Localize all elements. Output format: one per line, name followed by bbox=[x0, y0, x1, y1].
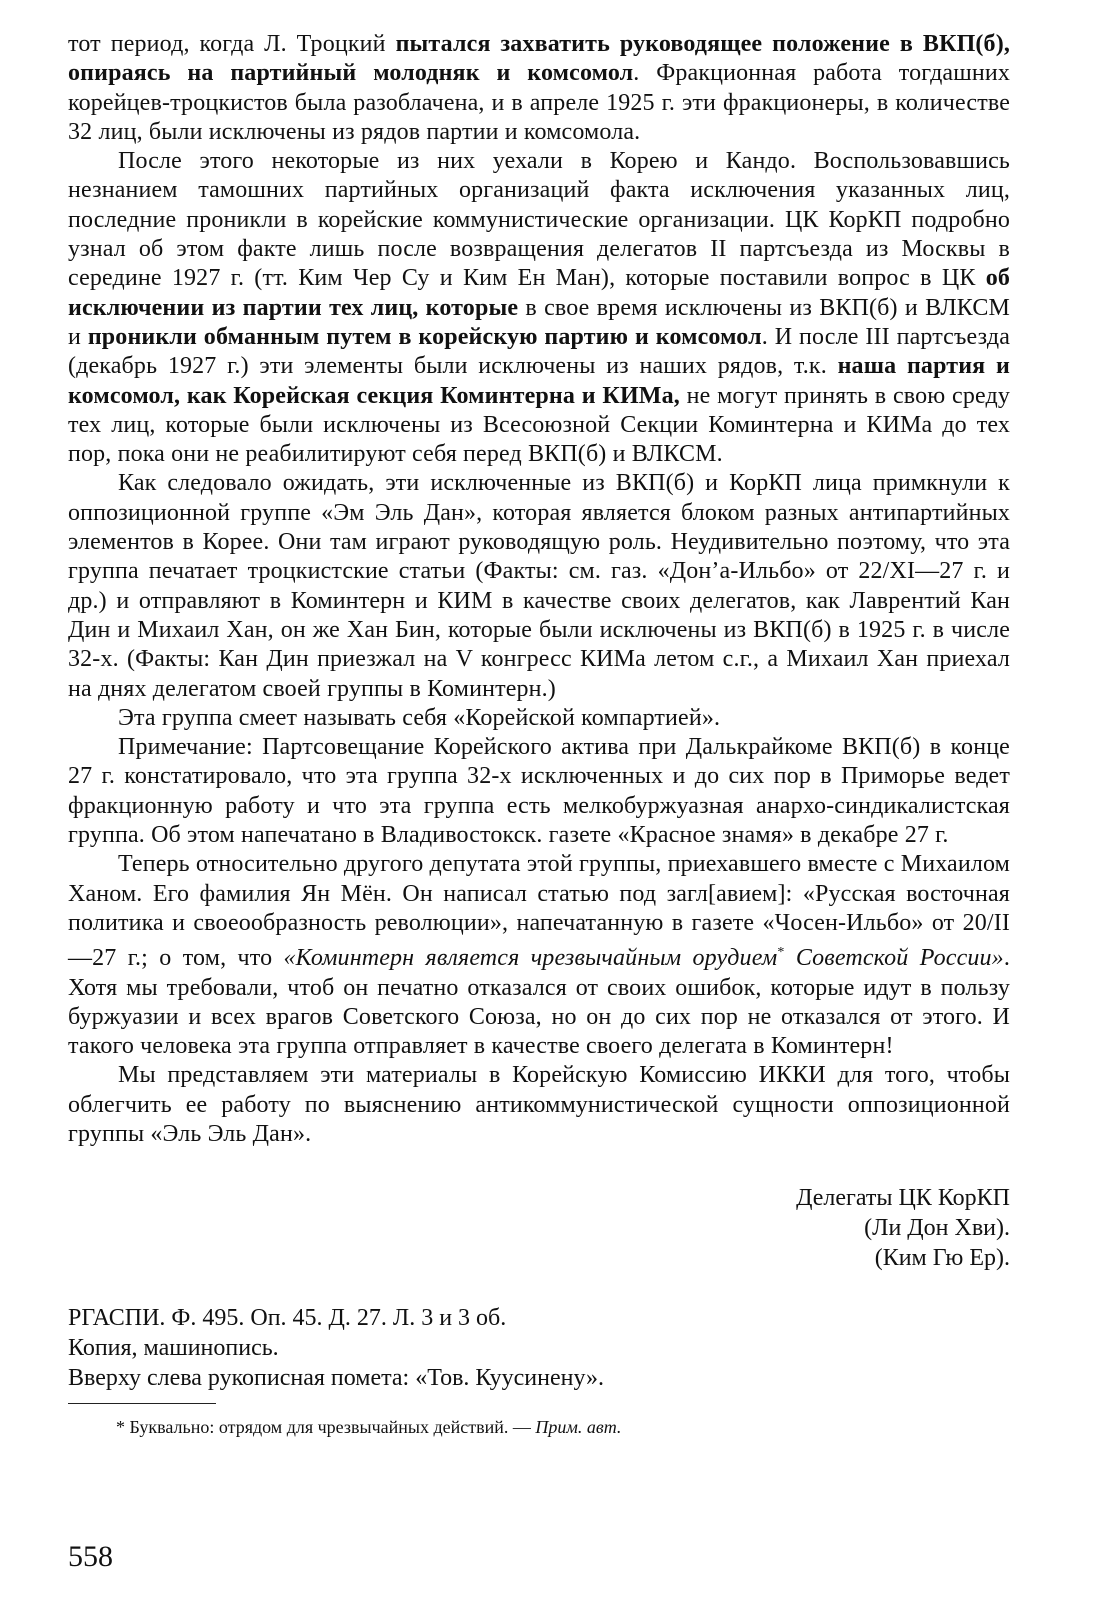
text-run: Мы представляем эти материалы в Корейскую Комиссию ИККИ для того, чтобы облегчить ее работу по выяснению антикоммунистической сущности оппозиционной группы «Эль Эль Дан». bbox=[68, 1062, 1010, 1147]
text-run: тот период, когда Л. Троцкий bbox=[68, 31, 396, 57]
archive-ref: РГАСПИ. Ф. 495. Оп. 45. Д. 27. Л. 3 и 3 об. bbox=[68, 1305, 507, 1332]
bold-text: об исключении из партии тех лиц, которые bbox=[68, 265, 1010, 321]
text-run: Примечание: Партсовещание Корейского актива при Далькрайкоме ВКП(б) в конце 27 г. констатировало, что эта группа 32-х исключенных и до сих пор в Приморье ведет фракционную работу и что эта группа есть мелкобуржуазная анархо-синдикалистская группа. Об этом напечатано в Владивостокск. газете «Красное знамя» в декабре 27 г. bbox=[68, 734, 1010, 849]
page-content bbox=[68, 30, 1010, 1438]
footnote-ref: * bbox=[777, 945, 785, 961]
paragraph bbox=[68, 733, 1010, 850]
footnote-marker: * bbox=[116, 1417, 125, 1438]
footnote-divider bbox=[68, 1403, 216, 1404]
text-run: Как следовало ожидать, эти исключенные из ВКП(б) и КорКП лица примкнули к оппозиционной группе «Эм Эль Дан», которая является блоком разных антипартийных элементов в Корее. Они там играют руководящую роль. Неудивительно поэтому, что эта группа печатает троцкистские статьи (Факты: см. газ. «Дон’а-Ильбо» от 22/XI—27 г. и др.) и отправляют в Коминтерн и КИМ в качестве своих делегатов, как Лаврентий Кан Дин и Михаил Хан, он же Хан Бин, которые были исключены из ВКП(б) в 1925 г. в числе 32-х. (Факты: Кан Дин приезжал на V конгресс КИМа летом с.г., а Михаил Хан приехал на днях делегатом своей группы в Коминтерн.) bbox=[68, 470, 1010, 702]
footnote-text: Буквально: отрядом для чрезвычайных действий. — bbox=[125, 1417, 536, 1438]
text-run: не могут принять в свою среду тех лиц, которые были исключены из Всесоюзной Секции Коминтерна и КИМа до тех пор, пока они не реабилитируют себя перед ВКП(б) и ВЛКСМ. bbox=[68, 382, 1010, 468]
italic-text: Советской России» bbox=[784, 945, 1004, 972]
signature-title: Делегаты ЦК КорКП bbox=[796, 1185, 1010, 1212]
bold-text: наша партия и комсомол, как Корейская секция Коминтерна и КИМа, bbox=[68, 353, 1010, 409]
footnote-attribution: Прим. авт. bbox=[535, 1417, 622, 1438]
signature-name-2: (Ким Гю Ер). bbox=[874, 1245, 1010, 1272]
main-text bbox=[68, 30, 1010, 1149]
signature-name-1: (Ли Дон Хви). bbox=[864, 1215, 1010, 1242]
text-run: После этого некоторые из них уехали в Корею и Кандо. Воспользовавшись незнанием тамошних партийных организаций факта исключения указанных лиц, последние проникли в корейские коммунистические организации. ЦК КорКП подробно узнал об этом факте лишь после возвращения делегатов II партсъезда из Москвы в середине 1927 г. (тт. Ким Чер Су и Ким Ен Ман), которые поставили вопрос в ЦК bbox=[68, 148, 1010, 292]
text-run: . И после III партсъезда (декабрь 1927 г.) эти элементы были исключены из наших рядов, т.к. bbox=[68, 323, 1010, 380]
italic-text: «Коминтерн является чрезвычайным орудием bbox=[283, 945, 778, 972]
archive-copy-note: Копия, машинопись. bbox=[68, 1335, 279, 1362]
paragraph bbox=[68, 30, 1010, 147]
footnote bbox=[68, 1416, 1010, 1438]
signature-block bbox=[68, 1183, 1010, 1273]
text-run: . Фракционная работа тогдашних корейцев-троцкистов была разоблачена, и в апреле 1925 г. эти фракционеры, в количестве 32 лиц, были исключены из рядов партии и комсомола. bbox=[68, 60, 1011, 145]
archive-handwritten-note: Вверху слева рукописная помета: «Тов. Куусинену». bbox=[68, 1365, 605, 1392]
text-run: в свое время исключены из ВКП(б) и ВЛКСМ и bbox=[68, 294, 1010, 350]
text-run: . Хотя мы требовали, чтоб он печатно отказался от своих ошибок, которые идут в пользу буржуазии и всех врагов Советского Союза, но он до сих пор не отказался от этого. И такого человека эта группа отправляет в качестве своего делегата в Коминтерн! bbox=[68, 945, 1010, 1060]
bold-text: пытался захватить руководящее положение в ВКП(б), опираясь на партийный молодняк и комсомол bbox=[68, 31, 1010, 87]
bold-text: проникли обманным путем в корейскую партию и комсомол bbox=[87, 323, 762, 350]
paragraph bbox=[68, 469, 1010, 703]
paragraph bbox=[68, 704, 1010, 733]
archive-reference bbox=[68, 1303, 1010, 1393]
paragraph bbox=[68, 850, 1010, 1061]
page-number: 558 bbox=[68, 1540, 113, 1573]
text-run: Эта группа смеет называть себя «Корейской компартией». bbox=[118, 704, 721, 731]
paragraph bbox=[68, 1061, 1010, 1149]
text-run: Теперь относительно другого депутата этой группы, приехавшего вместе с Михаилом Ханом. Его фамилия Ян Мён. Он написал статью под загл[авием]: «Русская восточная политика и своеообразность революции», напечатанную в газете «Чосен-Ильбо» от 20/II—27 г.; о том, что bbox=[68, 851, 1010, 972]
paragraph bbox=[68, 147, 1010, 469]
